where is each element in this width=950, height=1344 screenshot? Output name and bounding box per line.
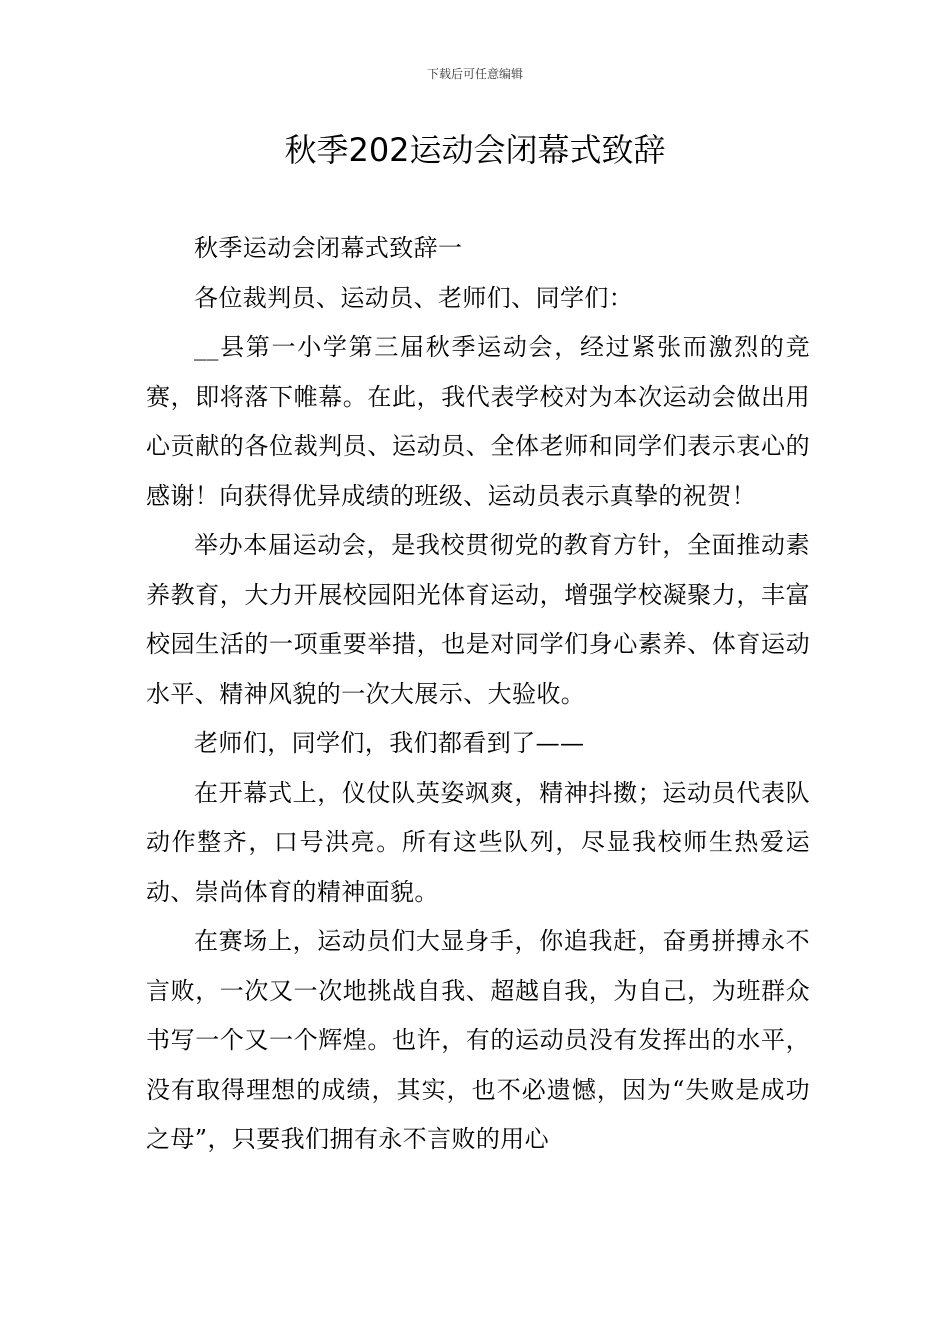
document-body xyxy=(146,224,810,1165)
body-paragraph: __县第一小学第三届秋季运动会，经过紧张而激烈的竞赛，即将落下帷幕。在此，我代表学校对为本次运动会做出用心贡献的各位裁判员、运动员、全体老师和同学们表示衷心的感谢！向获得优异成绩的班级、运动员表示真挚的祝贺！ xyxy=(146,333,810,510)
section-heading: 秋季运动会闭幕式致辞一 xyxy=(194,234,463,262)
header-note: 下载后可任意编辑 xyxy=(426,67,523,81)
body-paragraph: 在开幕式上，仪仗队英姿飒爽，精神抖擞；运动员代表队动作整齐，口号洪亮。所有这些队列，尽显我校师生热爱运动、崇尚体育的精神面貌。 xyxy=(146,778,810,906)
body-paragraph: 在赛场上，运动员们大显身手，你追我赶，奋勇拼搏永不言败，一次又一次地挑战自我、超越自我，为自己，为班群众书写一个又一个辉煌。也许，有的运动员没有发挥出的水平，没有取得理想的成绩，其实，也不必遗憾，因为“失败是成功之母”，只要我们拥有永不言败的用心 xyxy=(146,927,810,1153)
body-paragraph: 老师们，同学们，我们都看到了—— xyxy=(194,729,585,757)
body-paragraph: 举办本届运动会，是我校贯彻党的教育方针，全面推动素养教育，大力开展校园阳光体育运动，增强学校凝聚力，丰富校园生活的一项重要举措，也是对同学们身心素养、体育运动水平、精神风貌的一次大展示、大验收。 xyxy=(146,531,810,708)
document-title: 秋季202运动会闭幕式致辞 xyxy=(284,131,666,169)
salutation: 各位裁判员、运动员、老师们、同学们： xyxy=(194,283,634,312)
